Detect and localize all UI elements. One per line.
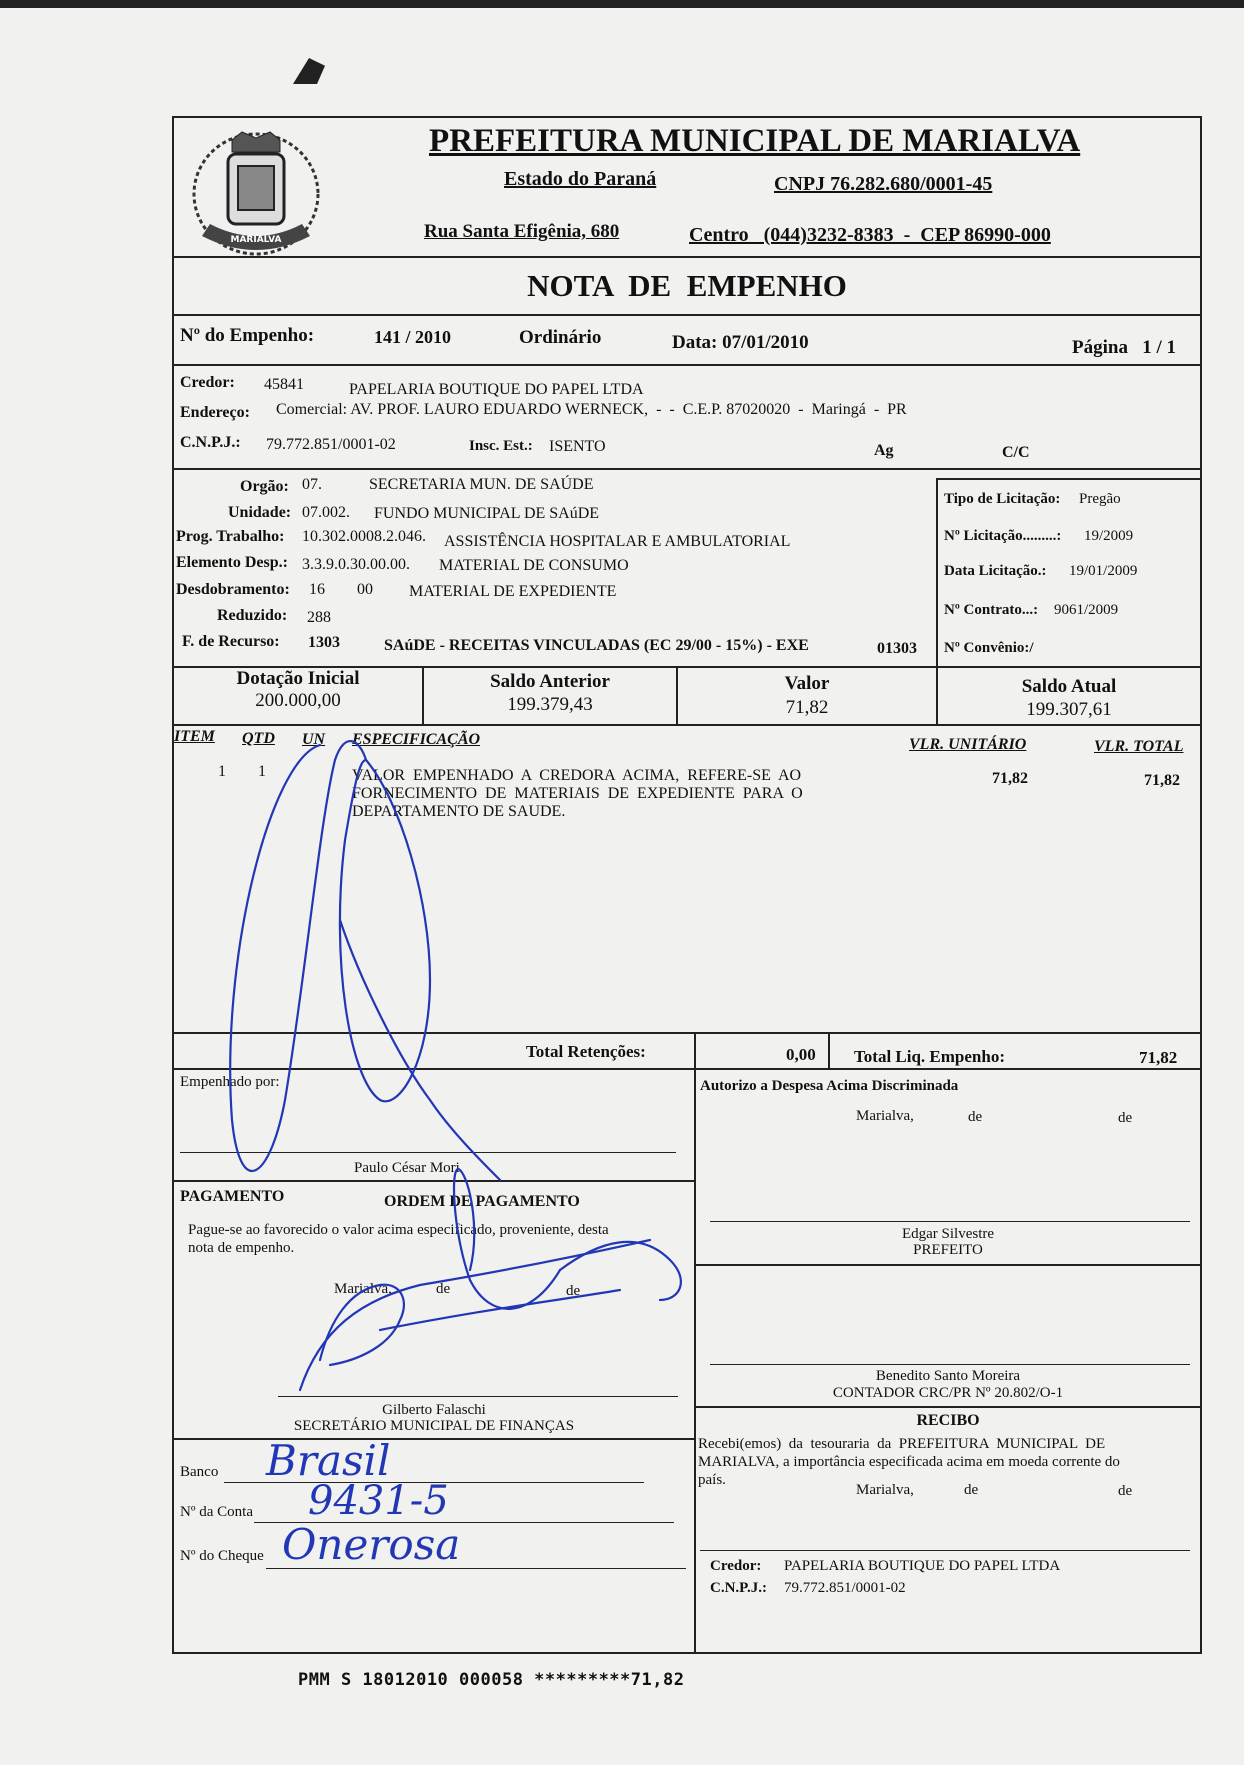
- orgao-code: 07.: [302, 476, 322, 493]
- recibo-credor-label: Credor:: [710, 1558, 762, 1574]
- cashier-stamp: PMM S 18012010 000058 *********71,82: [298, 1670, 685, 1690]
- item-total-value: 71,82: [1144, 772, 1180, 789]
- unidade-name: FUNDO MUNICIPAL DE SAúDE: [374, 505, 600, 522]
- credor-name: PAPELARIA BOUTIQUE DO PAPEL LTDA: [349, 381, 644, 398]
- licitacao-number-label: Nº Licitação.........:: [944, 528, 1062, 544]
- autorizo-de: de: [968, 1109, 983, 1125]
- autorizo-de: de: [1118, 1110, 1133, 1126]
- valor-value: 71,82: [785, 697, 829, 718]
- agency-label: Ag: [874, 442, 894, 459]
- desdobramento-a: 16: [309, 581, 325, 598]
- saldo-anterior-value: 199.379,43: [507, 694, 593, 715]
- recibo-place: Marialva,: [856, 1482, 914, 1498]
- prefeitura-phone-cep: Centro (044)3232-8383 - CEP 86990-000: [689, 224, 1051, 246]
- prog-code: 10.302.0008.2.046.: [302, 528, 426, 545]
- recurso-code: 1303: [308, 634, 340, 651]
- prog-label: Prog. Trabalho:: [176, 528, 285, 545]
- contador-name: Benedito Santo Moreira: [875, 1368, 1021, 1384]
- empenhado-name: Paulo César Mori: [354, 1160, 460, 1176]
- col-total-value: VLR. TOTAL: [1094, 738, 1184, 755]
- prefeitura-title: PREFEITURA MUNICIPAL DE MARIALVA: [429, 123, 1081, 159]
- empenho-date: Data: 07/01/2010: [672, 332, 809, 353]
- recurso-number: 01303: [877, 640, 917, 657]
- pagamento-text: Pague-se ao favorecido o valor acima especificado, proveniente, desta: [188, 1222, 609, 1238]
- pagamento-de: de: [436, 1281, 451, 1297]
- autorizo-title: Autorizo a Despesa Acima Discriminada: [700, 1078, 959, 1094]
- account-label: C/C: [1002, 444, 1030, 461]
- insc-value: ISENTO: [549, 438, 606, 455]
- prefeitura-address: Rua Santa Efigênia, 680: [424, 221, 620, 242]
- desdobramento-b: 00: [357, 581, 373, 598]
- licitacao-tipo-value: Pregão: [1079, 491, 1121, 507]
- credor-cnpj: 79.772.851/0001-02: [266, 436, 396, 453]
- contrato-label: Nº Contrato...:: [944, 602, 1039, 618]
- conta-handwritten: 9431-5: [308, 1478, 449, 1524]
- contador-role: CONTADOR CRC/PR Nº 20.802/O-1: [832, 1385, 1064, 1401]
- prog-name: ASSISTÊNCIA HOSPITALAR E AMBULATORIAL: [444, 533, 791, 550]
- banco-handwritten: Brasil: [266, 1436, 391, 1485]
- empenhado-por-label: Empenhado por:: [180, 1074, 280, 1090]
- empenho-number-label: Nº do Empenho:: [180, 325, 315, 346]
- desdobramento-label: Desdobramento:: [176, 581, 290, 598]
- saldo-atual-label: Saldo Atual: [1021, 676, 1117, 697]
- col-especificacao: ESPECIFICAÇÃO: [352, 731, 481, 748]
- insc-label: Insc. Est.:: [469, 438, 533, 454]
- conta-label: Nº da Conta: [180, 1504, 253, 1520]
- item-number: 1: [218, 763, 226, 780]
- credor-address-label: Endereço:: [180, 404, 250, 421]
- item-spec-line: DEPARTAMENTO DE SAUDE.: [352, 803, 566, 820]
- elemento-code: 3.3.9.0.30.00.00.: [302, 556, 410, 573]
- credor-label: Credor:: [180, 374, 235, 391]
- col-qtd: QTD: [242, 730, 275, 747]
- dotacao-label: Dotação Inicial: [236, 668, 360, 689]
- recibo-de: de: [1118, 1483, 1133, 1499]
- empenho-number: 141 / 2010: [374, 327, 452, 347]
- svg-text:MARIALVA: MARIALVA: [230, 235, 282, 245]
- pagamento-text: nota de empenho.: [188, 1240, 295, 1256]
- recibo-text: Recebi(emos) da tesouraria da PREFEITURA MUNICIPAL DE: [698, 1436, 1106, 1452]
- recibo-text: país.: [698, 1472, 726, 1488]
- reduzido-label: Reduzido:: [217, 607, 288, 624]
- col-unit-value: VLR. UNITÁRIO: [909, 736, 1027, 753]
- licitacao-tipo-label: Tipo de Licitação:: [944, 491, 1061, 507]
- prefeitura-cnpj: CNPJ 76.282.680/0001-45: [774, 173, 993, 195]
- cheque-label: Nº do Cheque: [180, 1548, 264, 1564]
- convenio-label: Nº Convênio:/: [944, 640, 1034, 656]
- credor-cnpj-label: C.N.P.J.:: [180, 434, 241, 451]
- orgao-name: SECRETARIA MUN. DE SAÚDE: [369, 476, 594, 493]
- pagamento-de: de: [566, 1283, 581, 1299]
- liquido-value: 71,82: [1139, 1048, 1178, 1067]
- recibo-text: MARIALVA, a importância especificada acima em moeda corrente do: [698, 1454, 1120, 1470]
- recibo-credor-name: PAPELARIA BOUTIQUE DO PAPEL LTDA: [784, 1558, 1061, 1574]
- prefeito-name: Edgar Silvestre: [901, 1226, 995, 1242]
- retencoes-label: Total Retenções:: [526, 1042, 646, 1061]
- saldo-atual-value: 199.307,61: [1026, 699, 1112, 720]
- desdobramento-name: MATERIAL DE EXPEDIENTE: [409, 583, 617, 600]
- credor-code: 45841: [264, 376, 304, 393]
- orgao-label: Orgão:: [240, 478, 289, 495]
- recibo-cnpj: 79.772.851/0001-02: [784, 1580, 906, 1596]
- unidade-label: Unidade:: [228, 504, 292, 521]
- prefeito-role: PREFEITO: [913, 1242, 983, 1258]
- contrato-value: 9061/2009: [1054, 602, 1119, 618]
- cheque-handwritten: Onerosa: [282, 1520, 461, 1569]
- recibo-title: RECIBO: [916, 1412, 980, 1429]
- item-qtd: 1: [258, 763, 266, 780]
- valor-label: Valor: [784, 673, 830, 694]
- credor-address: Comercial: AV. PROF. LAURO EDUARDO WERNECK, - - C.E.P. 87020020 - Maringá - PR: [276, 401, 907, 418]
- pagamento-title: PAGAMENTO: [180, 1188, 285, 1205]
- secretario-name: Gilberto Falaschi: [382, 1402, 486, 1418]
- empenho-type: Ordinário: [519, 327, 602, 348]
- pagamento-place: Marialva,: [334, 1281, 392, 1297]
- col-item: ITEM: [174, 728, 215, 745]
- elemento-label: Elemento Desp.:: [176, 554, 288, 571]
- licitacao-date-label: Data Licitação.:: [944, 563, 1047, 579]
- item-spec-line: VALOR EMPENHADO A CREDORA ACIMA, REFERE-SE AO: [352, 767, 802, 784]
- document-title: NOTA DE EMPENHO: [527, 268, 847, 303]
- state-name: Estado do Paraná: [504, 168, 657, 190]
- col-un: UN: [302, 731, 326, 748]
- recurso-label: F. de Recurso:: [182, 633, 280, 650]
- licitacao-number-value: 19/2009: [1084, 528, 1134, 544]
- licitacao-date-value: 19/01/2009: [1069, 563, 1138, 579]
- saldo-anterior-label: Saldo Anterior: [490, 671, 610, 692]
- secretario-role: SECRETÁRIO MUNICIPAL DE FINANÇAS: [293, 1418, 575, 1434]
- recibo-cnpj-label: C.N.P.J.:: [710, 1580, 767, 1596]
- retencoes-value: 0,00: [786, 1045, 816, 1064]
- page-number: Página 1 / 1: [1072, 337, 1176, 358]
- item-unit-value: 71,82: [992, 770, 1028, 787]
- unidade-code: 07.002.: [302, 504, 350, 521]
- elemento-name: MATERIAL DE CONSUMO: [439, 557, 629, 574]
- banco-label: Banco: [180, 1464, 219, 1480]
- recurso-name: SAúDE - RECEITAS VINCULADAS (EC 29/00 - 15%) - EXE: [384, 637, 809, 654]
- ordem-title: ORDEM DE PAGAMENTO: [384, 1193, 580, 1210]
- reduzido-value: 288: [307, 609, 331, 626]
- item-spec-line: FORNECIMENTO DE MATERIAIS DE EXPEDIENTE PARA O: [352, 785, 803, 802]
- recibo-de: de: [964, 1482, 979, 1498]
- autorizo-place: Marialva,: [856, 1108, 914, 1124]
- liquido-label: Total Liq. Empenho:: [854, 1047, 1005, 1066]
- dotacao-value: 200.000,00: [255, 690, 341, 711]
